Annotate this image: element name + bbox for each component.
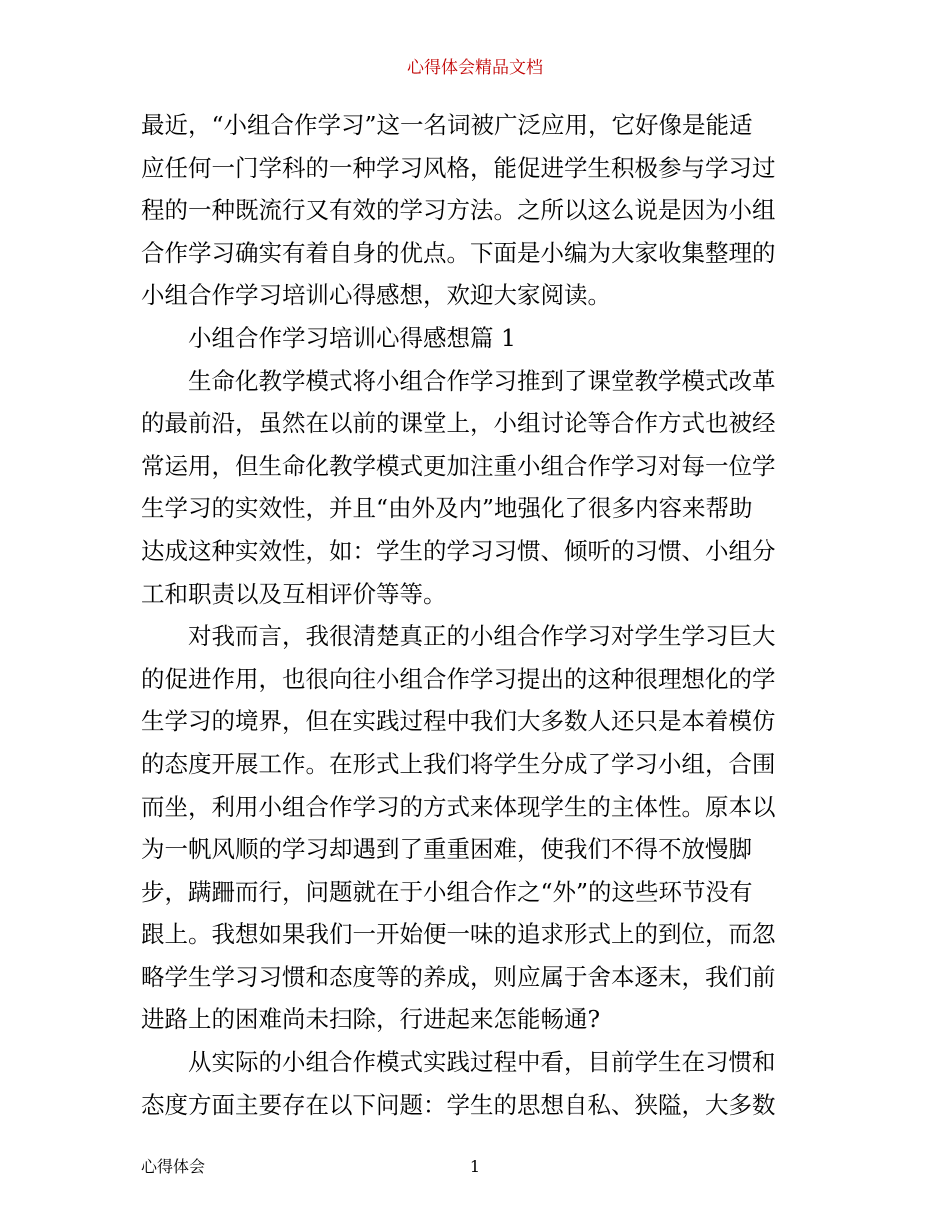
text-line: 而坐，利用小组合作学习的方式来体现学生的主体性。原本以 — [141, 792, 776, 821]
text-line: 的促进作用，也很向往小组合作学习提出的这种很理想化的学 — [141, 664, 776, 693]
footer-label: 心得体会 — [141, 1157, 206, 1176]
document-body — [141, 104, 811, 1126]
text-line: 达成这种实效性，如：学生的学习习惯、倾听的习惯、小组分 — [141, 536, 776, 565]
text-line: 生学习的境界，但在实践过程中我们大多数人还只是本着模仿 — [141, 707, 776, 736]
intro-paragraph — [141, 104, 811, 317]
section-heading — [141, 317, 811, 360]
text-line: 生命化教学模式将小组合作学习推到了课堂教学模式改革 — [188, 366, 776, 395]
text-line: 略学生学习习惯和态度等的养成，则应属于舍本逐末，我们前 — [141, 962, 776, 991]
text-line: 为一帆风顺的学习却遇到了重重困难，使我们不得不放慢脚 — [141, 835, 752, 864]
page-number: 1 — [469, 1157, 481, 1176]
text-line: 对我而言，我很清楚真正的小组合作学习对学生学习巨大 — [188, 622, 776, 651]
text-line: 态度方面主要存在以下问题：学生的思想自私、狭隘，大多数 — [141, 1090, 776, 1119]
body-paragraph-2 — [141, 615, 811, 1041]
text-line: 进路上的困难尚未扫除，行进起来怎能畅通? — [141, 1005, 601, 1034]
body-paragraph-3 — [141, 1041, 811, 1126]
text-line: 最近，“小组合作学习”这一名词被广泛应用，它好像是能适 — [141, 111, 753, 139]
text-line: 工和职责以及互相评价等等。 — [141, 579, 447, 608]
body-paragraph-1 — [141, 360, 811, 616]
page-header-title: 心得体会精品文档 — [407, 58, 543, 78]
text-line: 程的一种既流行又有效的学习方法。之所以这么说是因为小组 — [141, 196, 776, 225]
text-line: 常运用，但生命化教学模式更加注重小组合作学习对每一位学 — [141, 451, 776, 480]
text-line: 的态度开展工作。在形式上我们将学生分成了学习小组，合围 — [141, 749, 776, 778]
text-line: 生学习的实效性，并且“由外及内”地强化了很多内容来帮助 — [141, 494, 753, 523]
text-line: 跟上。我想如果我们一开始便一味的追求形式上的到位，而忽 — [141, 920, 776, 949]
text-line: 小组合作学习培训心得感想，欢迎大家阅读。 — [141, 281, 611, 310]
section-heading-text: 小组合作学习培训心得感想篇 1 — [188, 323, 516, 352]
text-line: 步，蹒跚而行，问题就在于小组合作之“外”的这些环节没有 — [141, 877, 753, 906]
text-line: 合作学习确实有着自身的优点。下面是小编为大家收集整理的 — [141, 238, 776, 267]
text-line: 的最前沿，虽然在以前的课堂上，小组讨论等合作方式也被经 — [141, 409, 776, 438]
text-line: 从实际的小组合作模式实践过程中看，目前学生在习惯和 — [188, 1048, 776, 1077]
text-line: 应任何一门学科的一种学习风格，能促进学生积极参与学习过 — [141, 153, 776, 182]
